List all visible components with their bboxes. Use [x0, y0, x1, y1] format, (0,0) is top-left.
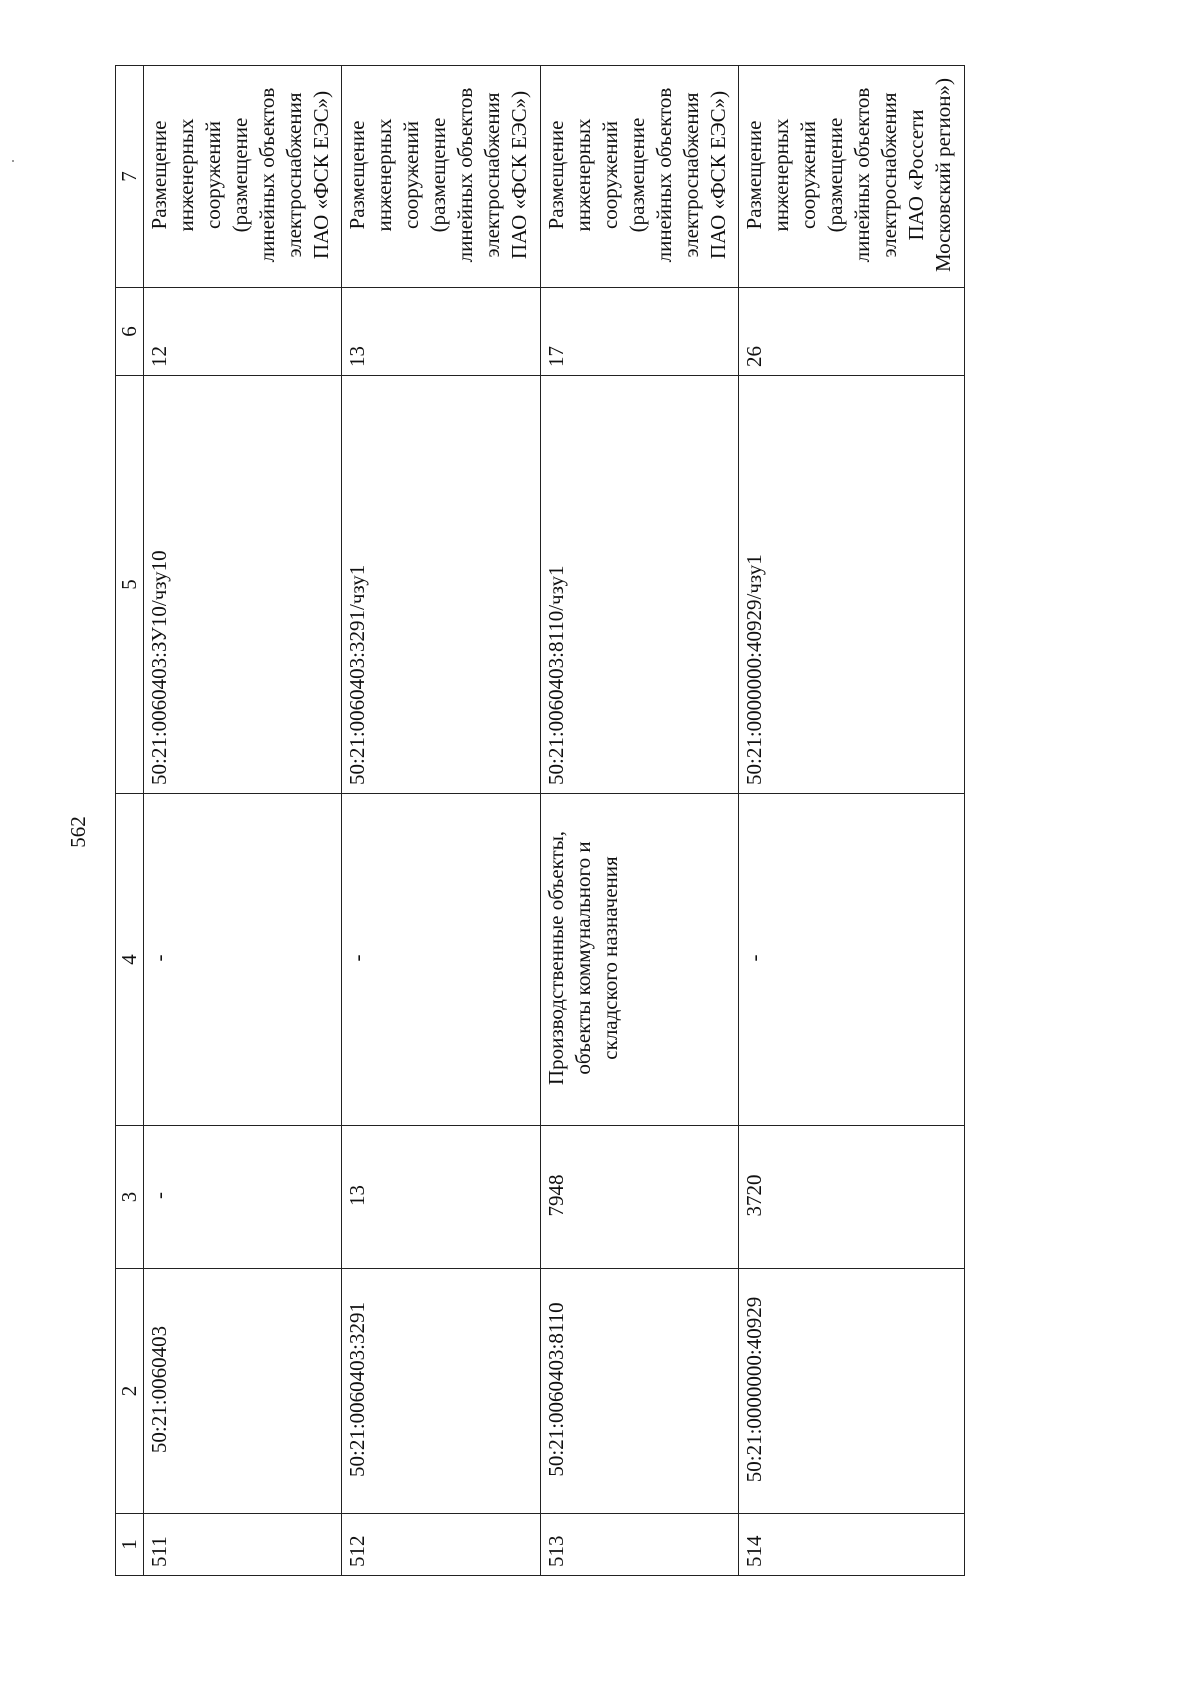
- plot-area: 7948: [540, 1126, 738, 1269]
- col-header-4: 4: [116, 794, 144, 1126]
- zone-area: 12: [144, 288, 342, 376]
- page-number: 562: [66, 816, 90, 848]
- scan-speck: [12, 160, 14, 162]
- plot-purpose: Производственные объекты, объекты коммунального и складского назначения: [540, 794, 738, 1126]
- table-row: [540, 66, 738, 1576]
- col-header-7: 7: [116, 66, 144, 288]
- plot-area: 13: [342, 1126, 540, 1269]
- zone-id: 50:21:0060403:8110/чзу1: [540, 376, 738, 794]
- land-plots-table: [115, 65, 965, 1576]
- plot-purpose: -: [144, 794, 342, 1126]
- plot-purpose: -: [739, 794, 965, 1126]
- zone-id: 50:21:0000000:40929/чзу1: [739, 376, 965, 794]
- plot-purpose: -: [342, 794, 540, 1126]
- plot-area: 3720: [739, 1126, 965, 1269]
- col-header-1: 1: [116, 1514, 144, 1576]
- cadastral-number: 50:21:0060403:3291: [342, 1269, 540, 1514]
- cadastral-number: 50:21:0060403:8110: [540, 1269, 738, 1514]
- zone-id: 50:21:0060403:3291/чзу1: [342, 376, 540, 794]
- row-number: 514: [739, 1514, 965, 1576]
- restriction-text: Размещение инженерных сооружений (размещение линейных объектов электроснабжения ПАО «ФСК ЕЭС»): [540, 66, 738, 288]
- restriction-text: Размещение инженерных сооружений (размещение линейных объектов электроснабжения ПАО «ФСК ЕЭС»): [342, 66, 540, 288]
- cadastral-number: 50:21:0000000:40929: [739, 1269, 965, 1514]
- table-row: [739, 66, 965, 1576]
- restriction-text: Размещение инженерных сооружений (размещение линейных объектов электроснабжения ПАО «ФСК ЕЭС»): [144, 66, 342, 288]
- col-header-5: 5: [116, 376, 144, 794]
- header-row: [116, 66, 144, 1576]
- cadastral-number: 50:21:0060403: [144, 1269, 342, 1514]
- row-number: 511: [144, 1514, 342, 1576]
- restriction-text: Размещение инженерных сооружений (размещение линейных объектов электроснабжения ПАО «Россети Московский регион»): [739, 66, 965, 288]
- zone-area: 26: [739, 288, 965, 376]
- row-number: 513: [540, 1514, 738, 1576]
- table-row: [342, 66, 540, 1576]
- table-row: [144, 66, 342, 1576]
- col-header-6: 6: [116, 288, 144, 376]
- rotated-table-frame: [115, 66, 965, 1576]
- plot-area: -: [144, 1126, 342, 1269]
- zone-area: 17: [540, 288, 738, 376]
- table-container: [115, 66, 965, 1576]
- col-header-2: 2: [116, 1269, 144, 1514]
- row-number: 512: [342, 1514, 540, 1576]
- col-header-3: 3: [116, 1126, 144, 1269]
- zone-id: 50:21:0060403:ЗУ10/чзу10: [144, 376, 342, 794]
- zone-area: 13: [342, 288, 540, 376]
